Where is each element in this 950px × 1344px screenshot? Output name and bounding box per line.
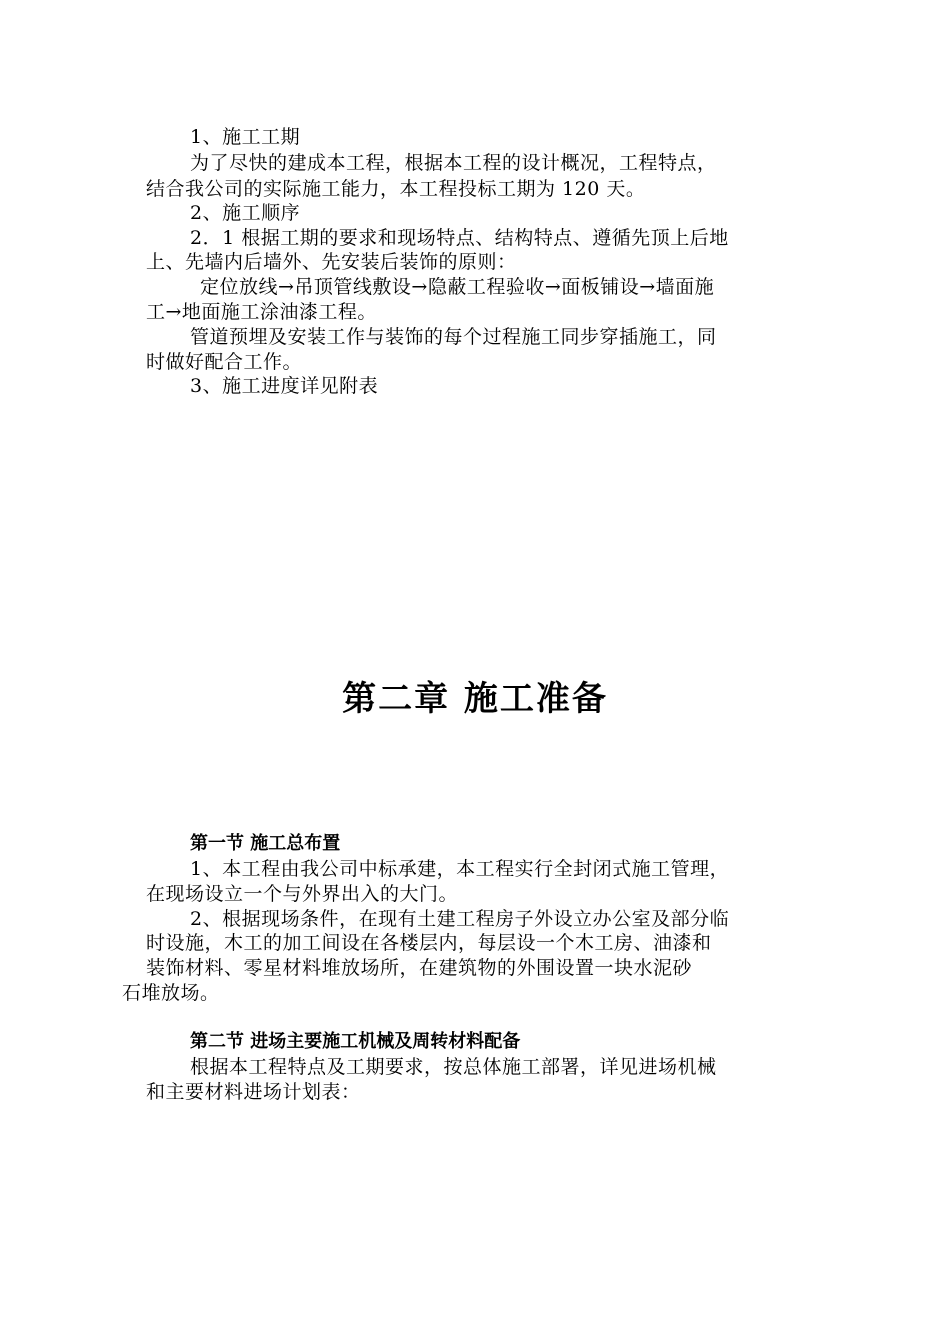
para-1-line-1: 为了尽快的建成本工程，根据本工程的设计概况，工程特点，: [190, 152, 717, 174]
section-1-heading: 第一节 施工总布置: [190, 833, 341, 854]
section-1-line-5: 装饰材料、零星材料堆放场所，在建筑物的外围设置一块水泥砂: [146, 957, 693, 979]
para-2-heading: 2、施工顺序: [190, 202, 301, 224]
section-2-line-2: 和主要材料进场计划表：: [146, 1081, 361, 1103]
section-1-line-4: 时设施，木工的加工间设在各楼层内，每层设一个木工房、油漆和: [146, 932, 712, 954]
chapter-title: 第二章 施工准备: [342, 679, 608, 719]
para-4-line-2: 时做好配合工作。: [146, 351, 303, 373]
section-1-line-1: 1、本工程由我公司中标承建，本工程实行全封闭式施工管理，: [190, 858, 730, 880]
para-4-line-1: 管道预埋及安装工作与装饰的每个过程施工同步穿插施工，同: [190, 326, 717, 348]
para-2-line-1: 2．1 根据工期的要求和现场特点、结构特点、遵循先顶上后地: [190, 227, 729, 249]
para-5-heading: 3、施工进度详见附表: [190, 375, 379, 397]
para-3-line-1: 定位放线→吊顶管线敷设→隐蔽工程验收→面板铺设→墙面施: [200, 276, 715, 298]
section-2-heading: 第二节 进场主要施工机械及周转材料配备: [190, 1031, 521, 1052]
para-2-line-2: 上、先墙内后墙外、先安装后装饰的原则：: [146, 251, 517, 273]
para-1-heading: 1、施工工期: [190, 126, 301, 148]
para-1-line-2: 结合我公司的实际施工能力，本工程投标工期为 120 天。: [146, 178, 646, 200]
section-1-line-2: 在现场设立一个与外界出入的大门。: [146, 883, 459, 905]
section-2-line-1: 根据本工程特点及工期要求，按总体施工部署，详见进场机械: [190, 1056, 717, 1078]
section-1-line-3: 2、根据现场条件，在现有土建工程房子外设立办公室及部分临: [190, 908, 730, 930]
para-3-line-2: 工→地面施工涂油漆工程。: [146, 301, 377, 323]
section-1-line-6: 石堆放场。: [122, 982, 220, 1004]
